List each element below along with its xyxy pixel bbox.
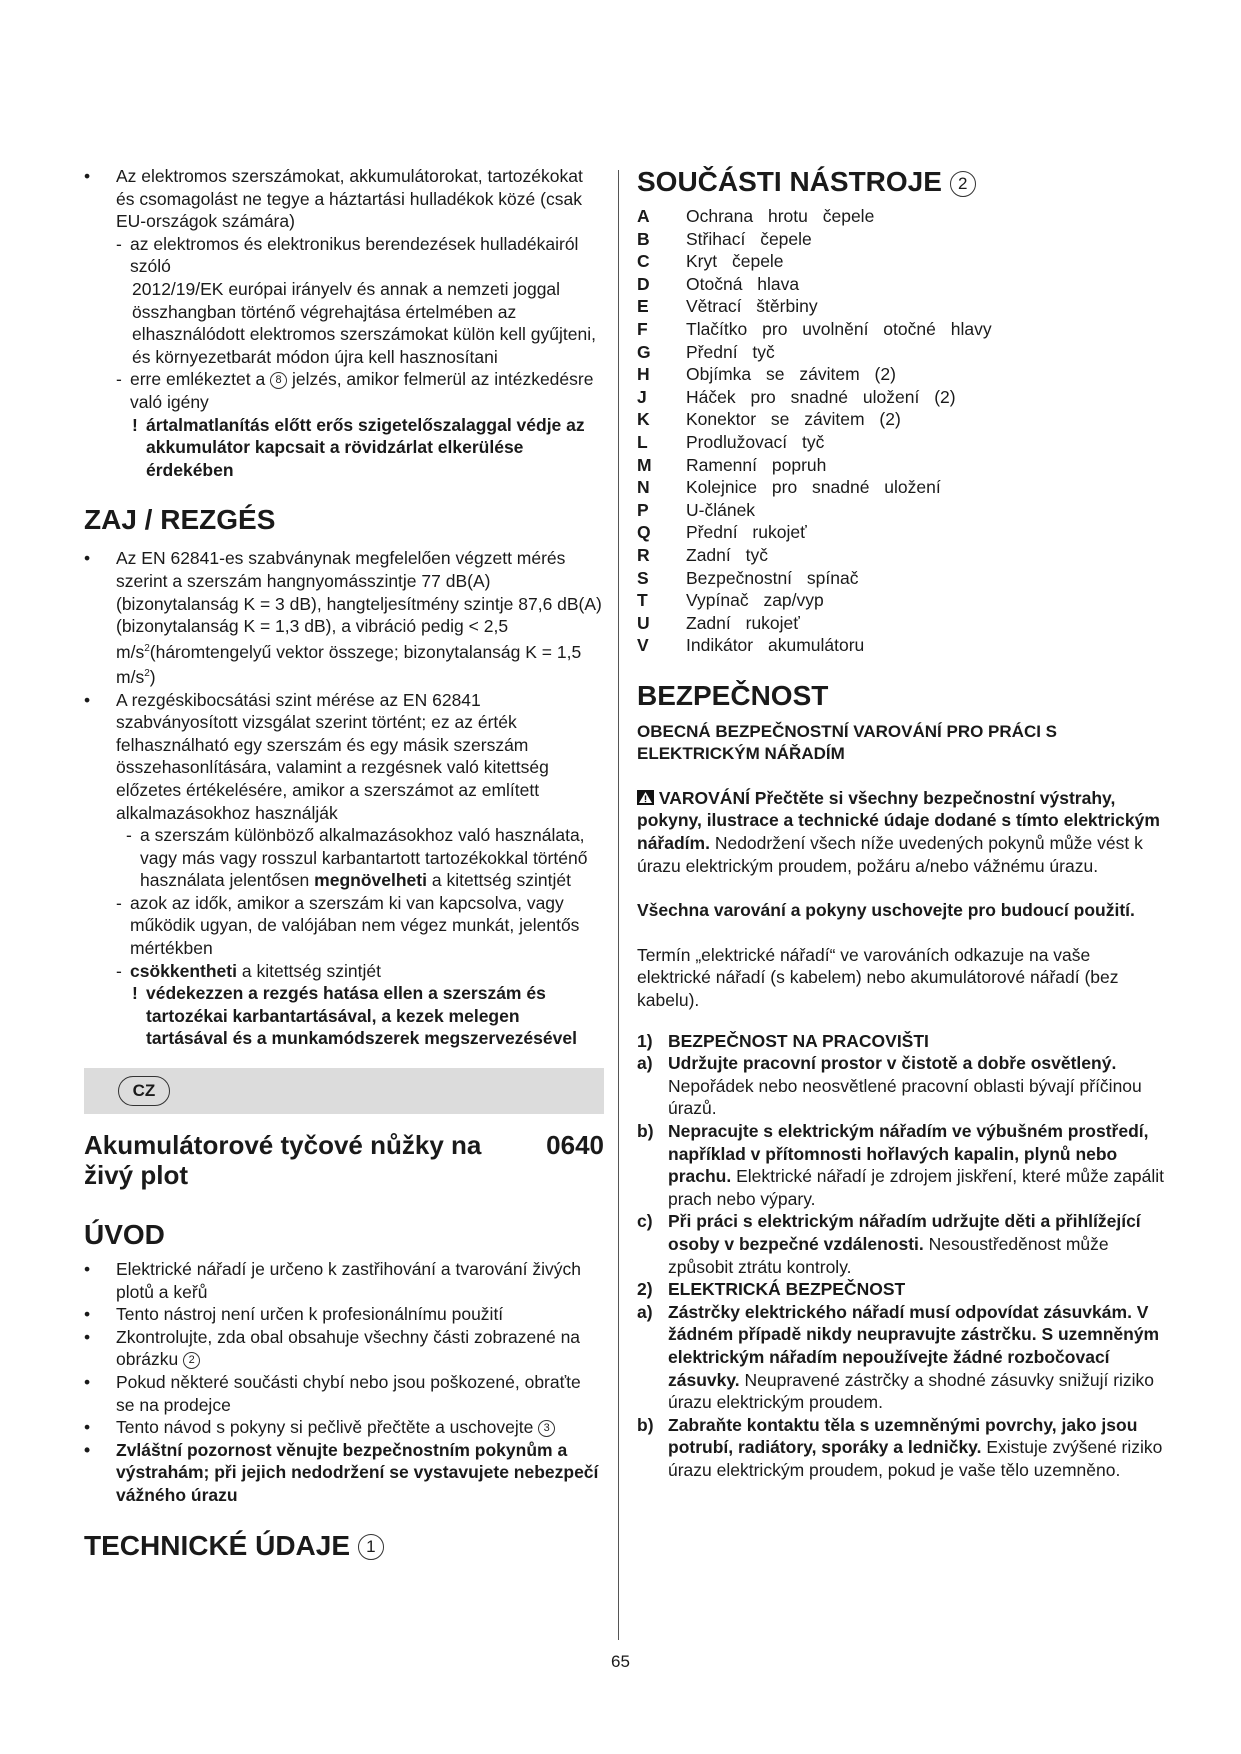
section-1-title: 1) BEZPEČNOST NA PRACOVIŠTI <box>637 1030 929 1051</box>
parts-list <box>637 205 1167 657</box>
part-key: R <box>637 544 650 565</box>
part-label: Ochrana hrotu čepele <box>686 206 875 226</box>
safety-item-label: c) <box>637 1211 653 1232</box>
intro-item-text: Tento návod s pokyny si pečlivě přečtěte a uschovejte <box>116 1417 534 1438</box>
part-key: V <box>637 635 649 656</box>
right-column <box>637 165 1167 1482</box>
part-label: Přední tyč <box>686 341 775 362</box>
part-label: Přední rukojeť <box>686 522 807 543</box>
intro-item-text: Zkontrolujte, zda obal obsahuje všechny části zobrazené na obrázku <box>116 1326 581 1370</box>
section-2-list <box>637 1301 1167 1482</box>
safety-item <box>637 1120 1167 1210</box>
section-2-title: 2) ELEKTRICKÁ BEZPEČNOST <box>637 1279 906 1300</box>
part-key: B <box>637 228 650 249</box>
part-key: S <box>637 567 649 588</box>
part-label: Prodlužovací tyč <box>686 431 825 452</box>
part-key: D <box>637 273 650 294</box>
parts-heading: SOUČÁSTI NÁSTROJE 2 <box>637 165 1167 199</box>
safety-item-bold: Zástrčky elektrického nářadí musí odpovídat zásuvkám. V žádném případě nikdy neupravujte zástrčku. S uzemněným elektrickým nářadím nepoužívejte žádné rozbočovací zásuvky. <box>668 1301 1160 1390</box>
safety-item-label: b) <box>637 1414 654 1435</box>
safety-item-label: a) <box>637 1301 653 1322</box>
safety-subheading: OBECNÁ BEZPEČNOSTNÍ VAROVÁNÍ PRO PRÁCI S ELEKTRICKÝM NÁŘADÍM <box>637 721 1058 763</box>
safety-item <box>637 1414 1167 1482</box>
noise-bullet-2: • A rezgéskibocsátási szint mérése az EN 62841 szabványosított vizsgálat szerint történt; ez az érték felhasználható egy szerszám és egy másik szerszám összehasonlítására, valamint a rezgésnek való kitettség előzetes értékelésére, amikor a szerszámot az említett alkalmazásokhoz használják <box>84 689 604 825</box>
intro-item <box>84 1439 604 1507</box>
intro-item-text: Tento nástroj není určen k profesionálnímu použití <box>116 1304 504 1325</box>
tech-heading: TECHNICKÉ ÚDAJE 1 <box>84 1529 604 1563</box>
intro-item-text: Zvláštní pozornost věnujte bezpečnostním pokynům a výstrahám; při jejich nedodržení se vystavujete nebezpečí vážného úrazu <box>116 1439 599 1505</box>
part-label: Indikátor akumulátoru <box>686 635 865 656</box>
intro-item <box>84 1303 604 1326</box>
part-label: Bezpečnostní spínač <box>686 567 859 588</box>
part-key: K <box>637 409 650 430</box>
part-key: C <box>637 251 650 272</box>
part-key: M <box>637 454 652 475</box>
part-label: Kryt čepele <box>686 251 784 272</box>
part-label: Konektor se závitem (2) <box>686 409 901 430</box>
part-key: Q <box>637 522 651 543</box>
part-key: F <box>637 318 648 339</box>
intro-item-text: Elektrické nářadí je určeno k zastřihování a tvarování živých plotů a keřů <box>116 1259 581 1302</box>
part-label: Objímka se závitem (2) <box>686 364 896 385</box>
part-label: Ramenní popruh <box>686 454 827 475</box>
part-key: E <box>637 296 649 317</box>
left-column <box>84 165 604 1563</box>
safety-item-text: Elektrické nářadí je zdrojem jiskření, které může zapálit prach nebo výpary. <box>668 1166 1165 1209</box>
intro-item <box>84 1258 604 1303</box>
part-label: Kolejnice pro snadné uložení <box>686 477 941 498</box>
part-key: G <box>637 341 651 362</box>
noise-heading: ZAJ / REZGÉS <box>84 504 276 536</box>
part-key: L <box>637 431 648 452</box>
term-note: Termín „elektrické nářadí“ ve varováních odkazuje na vaše elektrické nářadí (s kabelem) nebo akumulátorové nářadí (bez kabelu). <box>637 944 1119 1011</box>
keep-instructions-note: Všechna varování a pokyny uschovejte pro budoucí použití. <box>637 900 1135 921</box>
part-label: Zadní tyč <box>686 544 768 565</box>
disposal-dash-1-cont: 2012/19/EK európai irányelv és annak a nemzeti joggal összhangban történő végrehajtása értelmében az elhasználódott elektromos szerszámokat külön kell gyűjteni, és környezetbarát módon újra kell hasznosítani <box>132 278 596 367</box>
safety-item-text: Nepořádek nebo neosvětlené pracovní oblasti bývají příčinou úrazů. <box>668 1075 1142 1119</box>
part-key: N <box>637 477 650 498</box>
safety-item <box>637 1052 1167 1120</box>
part-key: H <box>637 364 650 385</box>
disposal-dash-2: - erre emlékeztet a 8 jelzés, amikor felmerül az intézkedésre való igény <box>116 368 604 413</box>
product-title: Akumulátorové tyčové nůžky na živý plot <box>84 1130 482 1191</box>
part-label: Zadní rukojeť <box>686 612 800 633</box>
part-label: Střihací čepele <box>686 228 812 249</box>
general-warning: VAROVÁNÍ Přečtěte si všechny bezpečnostní výstrahy, pokyny, ilustrace a technické údaje dodané s tímto elektrickým nářadím. Nedodržení všech níže uvedených pokynů může vést k úrazu elektrickým proudem, požáru a/nebo vážnému úrazu. <box>637 787 1160 876</box>
safety-item-bold: Udržujte pracovní prostor v čistotě a dobře osvětlený. <box>668 1053 1117 1074</box>
ref-3-icon: 3 <box>538 1420 555 1437</box>
safety-item-text: Neupravené zástrčky a shodné zásuvky snižují riziko úrazu elektrickým proudem. <box>668 1369 1155 1413</box>
safety-heading: BEZPEČNOST <box>637 679 829 711</box>
part-key: U <box>637 612 650 633</box>
noise-dash-2: - azok az idők, amikor a szerszám ki van kapcsolva, vagy működik ugyan, de valójában nem végez munkát, jelentős mértékben <box>116 892 604 960</box>
noise-dash-1: - a szerszám különböző alkalmazásokhoz való használata, vagy más vagy rosszul karbantartott tartozékokkal történő használata jelentősen megnövelheti a kitettség szintjét <box>126 824 604 892</box>
part-label: Otočná hlava <box>686 273 800 294</box>
safety-item-bold: Nepracujte s elektrickým nářadím ve výbušném prostředí, například v přítomnosti hořlavých kapalin, plynů nebo prachu. <box>668 1121 1149 1187</box>
safety-item-label: a) <box>637 1053 653 1074</box>
ref-2-icon: 2 <box>950 171 976 197</box>
section-1-list <box>637 1052 1167 1278</box>
part-label: Háček pro snadné uložení (2) <box>686 386 956 407</box>
part-key: A <box>637 206 650 226</box>
safety-item-text: Existuje zvýšené riziko úrazu elektrickým proudem, pokud je vaše tělo uzemněno. <box>668 1437 1163 1480</box>
column-divider <box>618 170 619 1640</box>
disposal-warning: ! ártalmatlanítás előtt erős szigetelőszalaggal védje az akkumulátor kapcsait a rövidzárlat elkerülése érdekében <box>132 414 604 482</box>
part-key: P <box>637 499 649 520</box>
ref-1-icon: 1 <box>358 1534 384 1560</box>
intro-list <box>84 1258 604 1507</box>
safety-item <box>637 1301 1167 1414</box>
part-label: U-článek <box>686 499 756 520</box>
disposal-bullet: • Az elektromos szerszámokat, akkumulátorokat, tartozékokat és csomagolást ne tegye a háztartási hulladékok közé (csak EU-országok számára) <box>84 165 604 233</box>
disposal-dash-1: - az elektromos és elektronikus berendezések hulladékairól szóló <box>116 233 604 278</box>
product-code: 0640 <box>546 1130 604 1161</box>
ref-8-icon: 8 <box>270 372 287 389</box>
page-number: 65 <box>611 1652 630 1671</box>
intro-item <box>84 1371 604 1416</box>
part-label: Větrací štěrbiny <box>686 296 818 317</box>
safety-item-label: b) <box>637 1121 654 1141</box>
vibration-warning: ! védekezzen a rezgés hatása ellen a szerszám és tartozékai karbantartásával, a kezek melegen tartásával és a munkamódszerek megszervezésével <box>132 982 604 1050</box>
language-bar <box>84 1068 604 1114</box>
safety-item <box>637 1210 1167 1278</box>
ref-2-icon: 2 <box>183 1352 200 1369</box>
intro-heading: ÚVOD <box>84 1219 165 1251</box>
part-key: J <box>637 386 647 407</box>
part-key: T <box>637 590 648 611</box>
language-badge: CZ <box>118 1076 170 1106</box>
intro-item <box>84 1326 604 1371</box>
noise-bullet-1: • Az EN 62841-es szabványnak megfelelően végzett mérés szerint a szerszám hangnyomásszintje 77 dB(A) (bizonytalanság K = 3 dB), hangteljesítmény szintje 87,6 dB(A) (bizonytalanság K = 1,3 dB), a vibráció pedig < 2,5 $m/s^2(háromtengelyű$ vektor összege; bizonytalanság K = 1,5 $m/s^2$) <box>84 547 604 688</box>
intro-item-text: Pokud některé součásti chybí nebo jsou poškozené, obraťte se na prodejce <box>116 1372 581 1415</box>
safety-item-bold: Zabraňte kontaktu těla s uzemněnými povrchy, jako jsou potrubí, radiátory, sporáky a ledničky. <box>668 1414 1138 1458</box>
part-label: Vypínač zap/vyp <box>686 590 824 611</box>
product-title-row <box>84 1130 604 1190</box>
safety-item-text: Nesoustředěnost může způsobit ztrátu kontroly. <box>668 1233 1109 1277</box>
warning-triangle-icon <box>637 790 654 805</box>
intro-item <box>84 1416 604 1439</box>
safety-item-bold: Při práci s elektrickým nářadím udržujte děti a přihlížející osoby v bezpečné vzdálenosti. <box>668 1211 1141 1254</box>
noise-dash-3: - csökkentheti a kitettség szintjét <box>116 960 604 983</box>
part-label: Tlačítko pro uvolnění otočné hlavy <box>686 318 992 339</box>
